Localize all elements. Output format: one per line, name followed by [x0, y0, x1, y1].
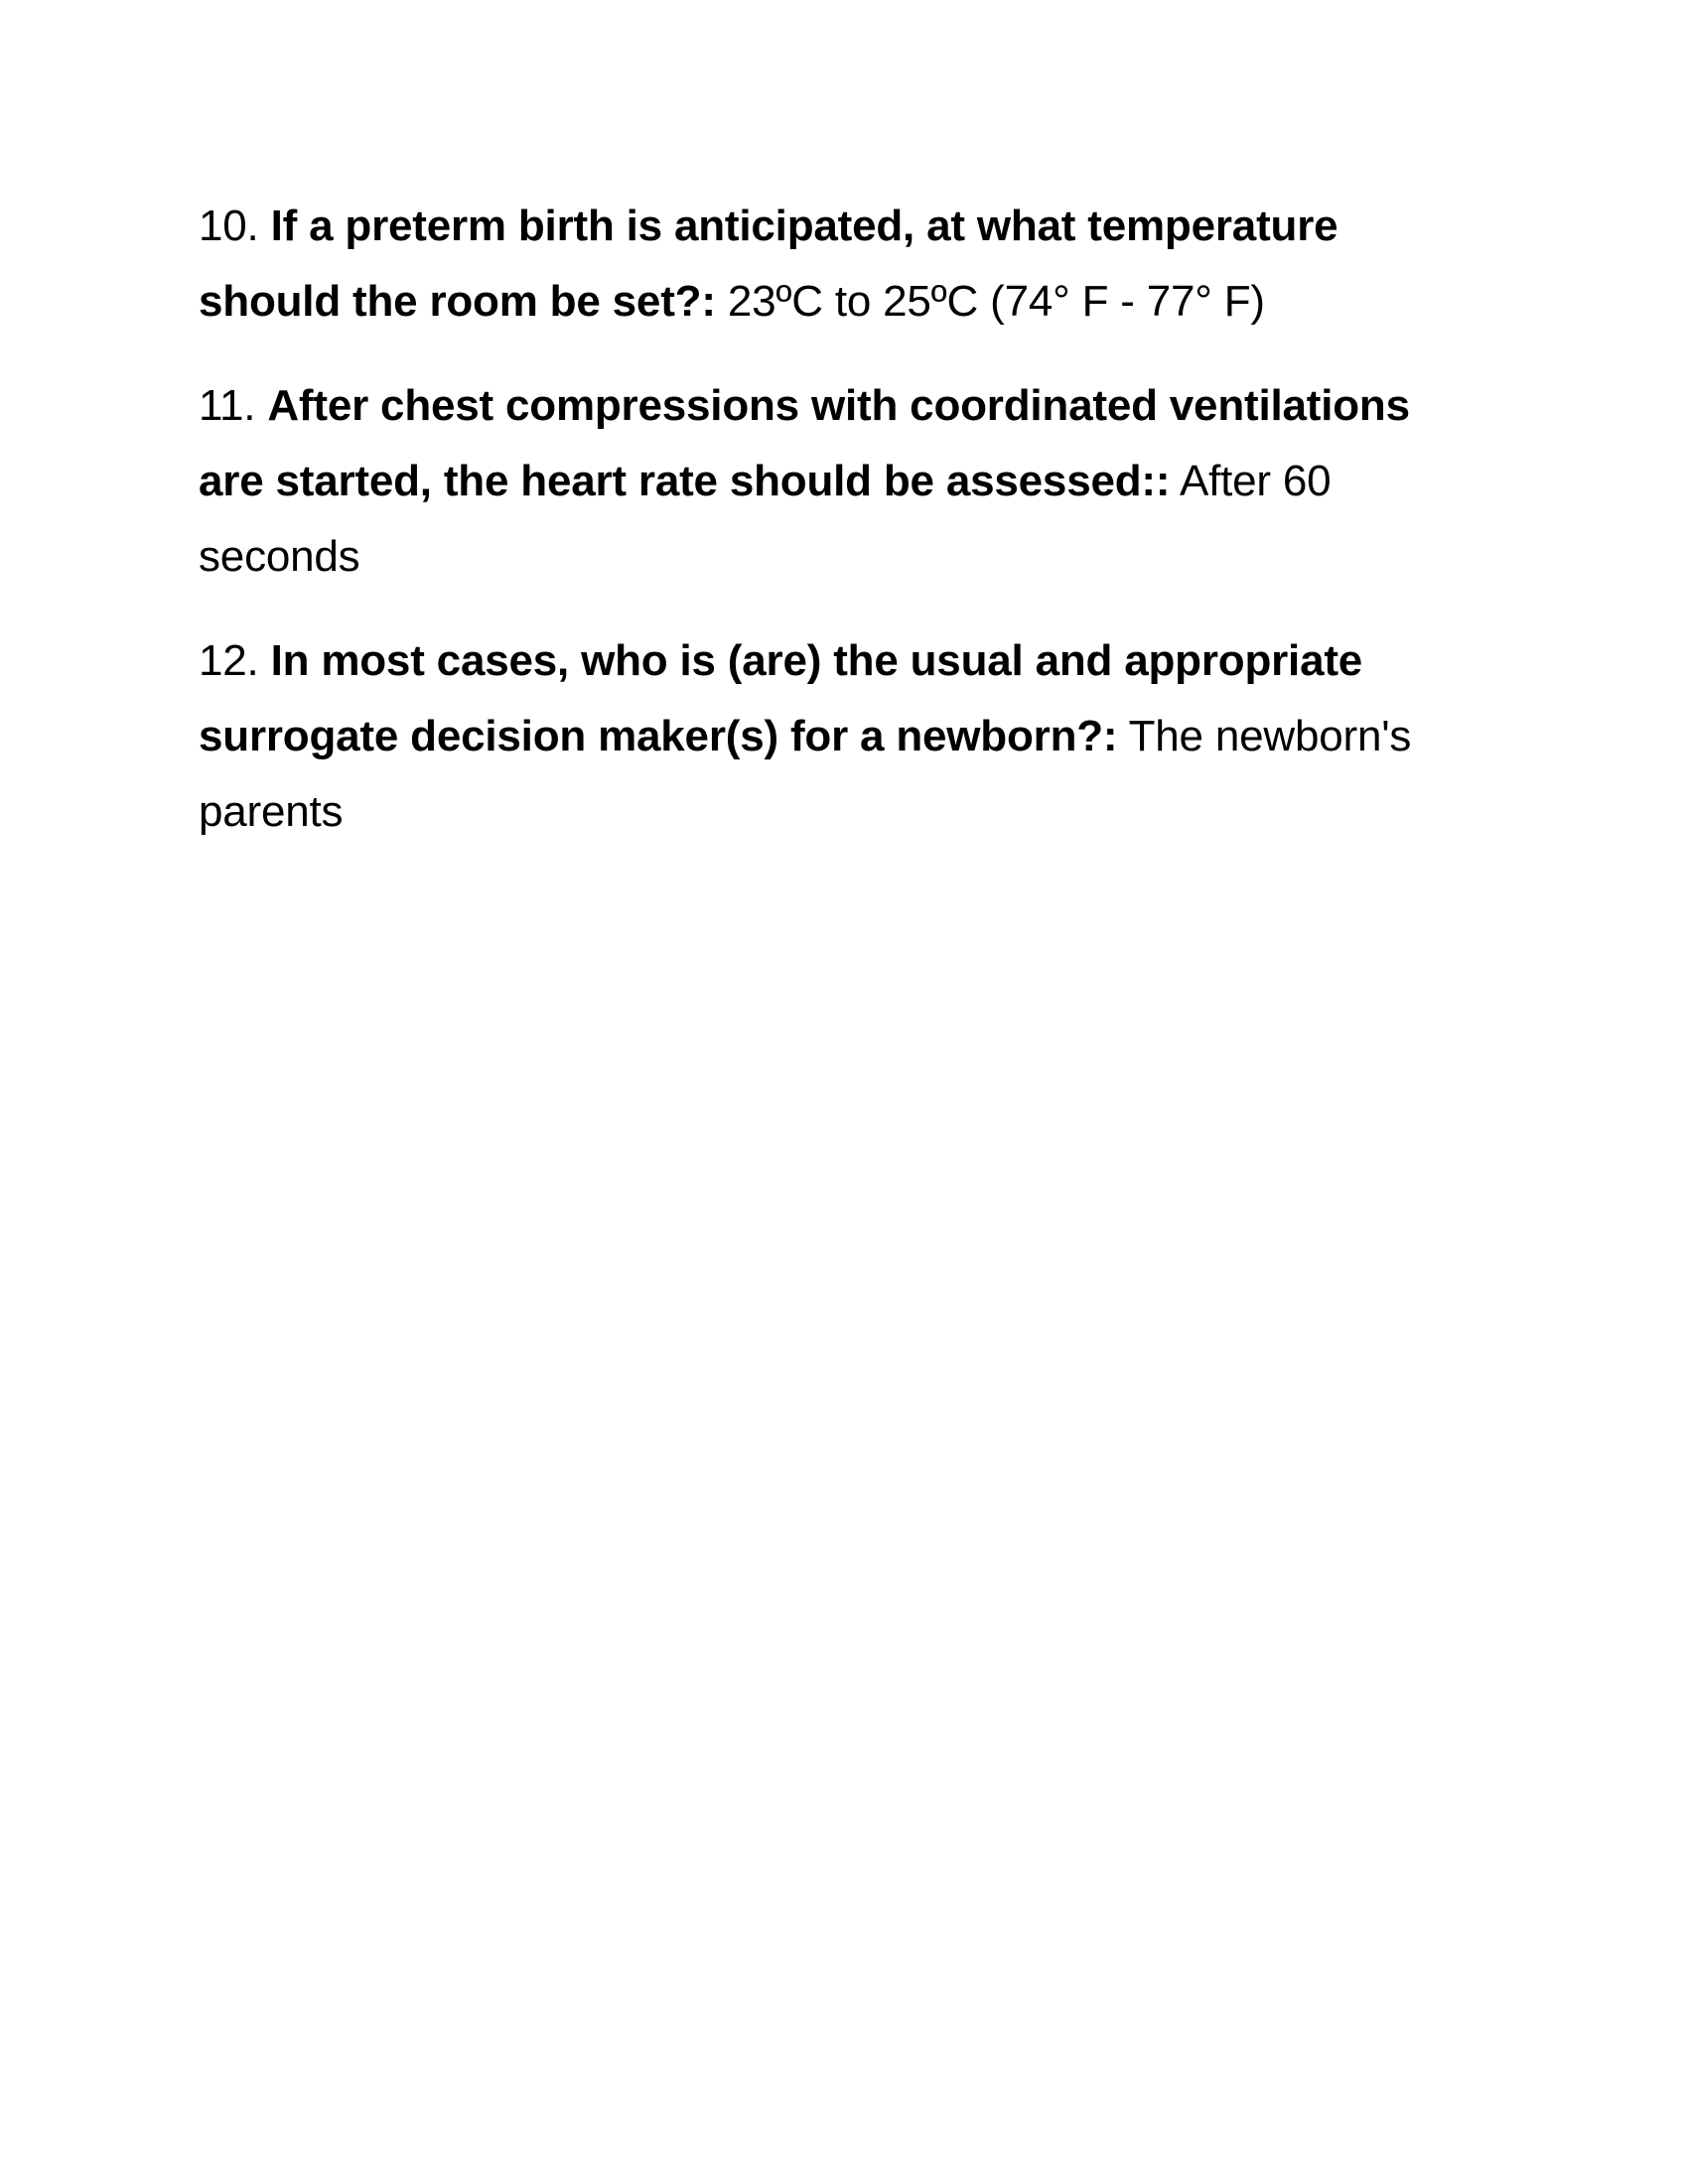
question-text: If a preterm birth is anticipated, at what temperature should the room be set?: [199, 202, 1338, 326]
document-page [199, 189, 1470, 879]
item-number: 11. [199, 381, 256, 430]
item-number: 10. [199, 202, 259, 250]
answer-text: 23ºC to 25ºC (74° F - 77° F) [727, 277, 1265, 326]
qa-item-11 [199, 368, 1470, 595]
answer-text: The newborn's parents [199, 712, 1412, 836]
item-number: 12. [199, 636, 259, 685]
question-text: In most cases, who is (are) the usual and appropriate surrogate decision maker(s) for a newborn?: [199, 636, 1363, 760]
qa-item-10 [199, 189, 1470, 340]
answer-text: After 60 seconds [199, 457, 1332, 581]
qa-item-12 [199, 623, 1470, 850]
question-text: After chest compressions with coordinated ventilations are started, the heart rate should be assessed:: [199, 381, 1410, 505]
